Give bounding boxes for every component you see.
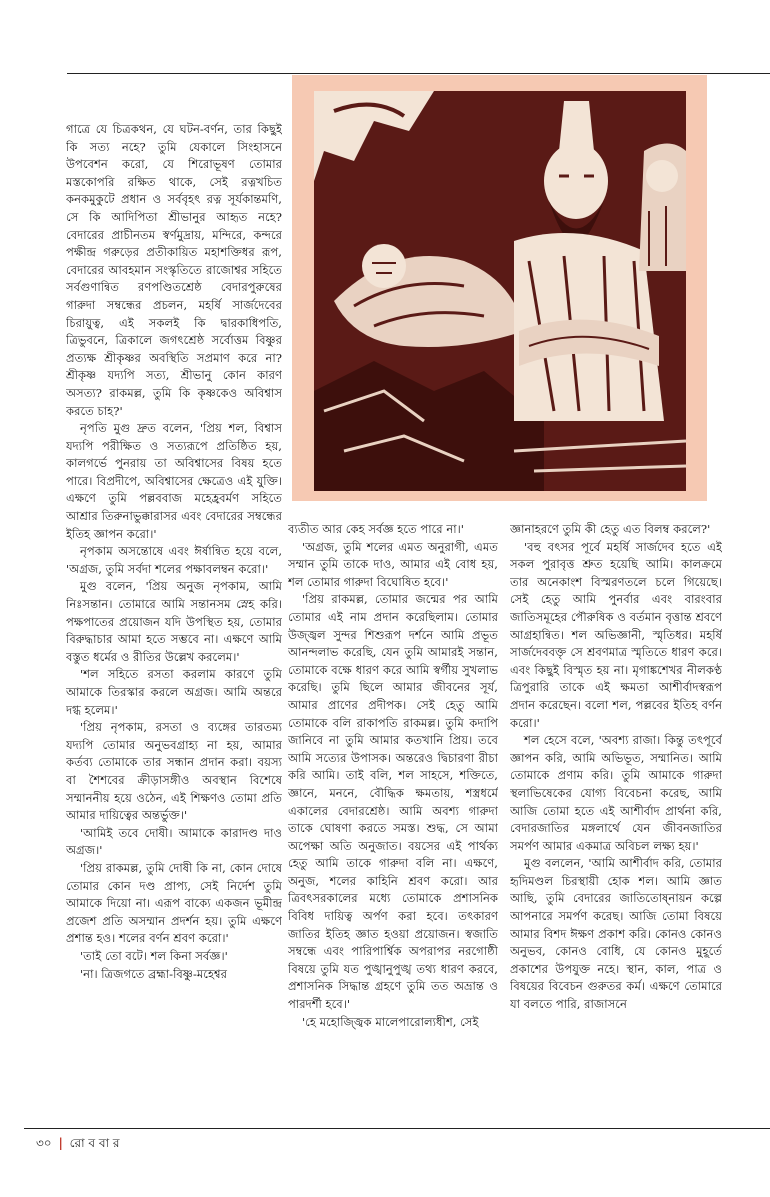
paragraph: জ্ঞানাহরণে তুমি কী হেতু এত বিলম্ব করলে?' (510, 522, 711, 536)
text-column-2 (288, 521, 498, 1117)
woodcut-illustration (292, 75, 707, 501)
magazine-name: রো ব বা র (69, 1136, 120, 1150)
paragraph: মুগু বললেন, 'আমি আশীর্বাদ করি, তোমার হৃদিমণ্ডল চিরস্থায়ী হোক শল। আমি জ্ঞাত আছি, তুমি বেদারের জাতিতোষ্নায়ন কল্পে আপনারে সমর্পণ করেছ। আজি তোমা বিষয়ে আমার বিশদ ঈক্ষণ প্রকাশ করি। কোনও কোনও অনুভব, কোনও বোধি, যে কোনও মুহূর্তে প্রকাশের উপযুক্ত নহে। স্থান, কাল, পাত্র ও বিষয়ের বিবেচন গুরুতর কর্ম। এক্ষণে তোমারে যা বলতে পারি, রাজাসনে (510, 856, 722, 1012)
paragraph: 'প্রিয় নৃপকাম, রসতা ও ব্যঙ্গের তারতম্য যদ্যপি তোমার অনুভবগ্রাহ্য না হয়, আমার কর্তব্য তোমাকে তার সন্ধান প্রদান করা। বয়স্য বা শৈশবের ক্রীড়াসঙ্গীও অবস্থান বিশেষে সম্মাননীয় হয়ে ওঠেন, এই শিক্ষণও তোমা প্রতি আমার দায়িত্বের অন্তর্ভুক্ত।' (66, 720, 282, 823)
text-column-3 (510, 521, 722, 1117)
page-footer (36, 1135, 120, 1155)
paragraph: গাত্রে যে চিত্রকথন, যে ঘটন-বর্ণন, তার কিছুই কি সত্য নহে? তুমি যেকালে সিংহাসনে উপবেশন করো, যে শিরোভূষণ তোমার মস্তকোপরি রক্ষিত থাকে, সেই রত্নখচিত কনকমুকুটে প্রধান ও সর্ববৃহৎ রত্ন সূর্যকান্তমণি, সে কি আদিপিতা শ্রীভানুর আহৃত নহে? বেদারের প্রাচীনতম স্বর্ণমুদ্রায়, মন্দিরে, কন্দরে পক্ষীন্দ্র গরুড়ের প্রতীকায়িত মহাশক্তিধর রূপ, বেদারের আবহমান সংস্কৃতিতে রাজোশ্বর সহিতে সর্বগুণান্বিত রণপণ্ডিতশ্রেষ্ঠ বেদারপুরুষের গারুদা সম্বন্ধের প্রচলন, মহর্ষি সার্জদেবের চিরায়ুত্ব, এই সকলই কি দ্বারকাধিপতি, ত্রিভুবনে, ত্রিকালে জগৎশ্রেষ্ঠ সর্বোত্তম বিষ্ণুর প্রত্যক্ষ শ্রীকৃষ্ণর অবস্থিতি সপ্রমাণ করে না? শ্রীকৃষ্ণ যদ্যপি সত্য, শ্রীভানু কোন কারণ অসত্য? রাকমল্ল, তুমি কি কৃষ্ণকেও অবিশ্বাস করতে চাহ?' (66, 122, 282, 418)
paragraph: শল হেসে বলে, 'অবশ্য রাজা। কিন্তু তৎপূর্বে জ্ঞাপন করি, আমি অভিভূত, সম্মানিত। আমি তোমাকে প্রণাম করি। তুমি আমাকে গারুদা স্থলাভিষেকের যোগ্য বিবেচনা করেছ, আমি আজি তোমা হতে এই আশীর্বাদ প্রার্থনা করি, বেদারজাতির মঙ্গলার্থে যেন জীবনজাতির সমর্পণ আমার একমাত্র অবিচল লক্ষ্য হয়।' (510, 733, 722, 853)
paragraph: 'প্রিয় রাকমল্ল, তোমার জন্মের পর আমি তোমার এই নাম প্রদান করেছিলাম। তোমার উজ্জ্বল সুন্দর শিশুরূপ দর্শনে আমি প্রভূত আনন্দলাভ করেছি, যেন তুমি আমারই সন্তান, তোমাকে বক্ষে ধারণ করে আমি স্বর্গীয় সুখলাভ করেছি। তুমি ছিলে আমার জীবনের সূর্য, আমার প্রাণের প্রদীপক। সেই হেতু আমি তোমাকে বলি রাকাপতি রাকমল্ল। তুমি কদাপি জানিবে না তুমি আমার কতখানি প্রিয়। তবে আমি সত্যের উপাসক। অন্তরেও দ্বিচারণা রীচা করি আমি। তাই বলি, শল সাহসে, শক্তিতে, জ্ঞানে, মননে, বৌদ্ধিক ক্ষমতায়, শস্ত্রধর্মে একালের বেদারশ্রেষ্ঠ। আমি অবশ্য গারুদা তাকে ঘোষণা করতে সমস্ত। শুদ্ধ, সে আমা অপেক্ষা অতি অনুজাত। বয়সের এই পার্থক্য হেতু আমি তাকে গারুদা বলি না। এক্ষণে, অনুজ, শলের কাহিনি শ্রবণ করো। আর ত্রিবৎসরকালের মধ্যে তোমাকে প্রশাসনিক বিবিধ দায়িত্ব অর্পণ করা হবে। তৎকারণ জাতির ইতিহ জ্ঞাত হওয়া প্রয়োজন। স্বজাতি সম্বন্ধে এবং পারিপার্শ্বিক অপরাপর নরগোষ্ঠী বিষয়ে তুমি যত পুঙ্খানুপুঙ্খ তথ্য ধারণ করবে, প্রশাসনিক সিদ্ধান্ত গ্রহণে তুমি তত অভ্রান্ত ও পারদর্শী হবে।' (288, 592, 498, 1012)
page-number: ৩০ (36, 1136, 52, 1150)
paragraph: 'আমিই তবে দোষী। আমাকে কারাদণ্ড দাও অগ্রজ।' (66, 825, 282, 858)
paragraph: 'শল সহিতে রসতা করলাম কারণে তুমি আমাকে তিরস্কার করলে অগ্রজ। আমি অন্তরে দগ্ধ হলেম।' (66, 667, 282, 717)
paragraph: 'হে মহোজ্জ্বিক মালেপারোল্যধীশ, সেই (302, 1014, 479, 1029)
top-rule (67, 73, 770, 74)
paragraph: 'বহু বৎসর পূর্বে মহর্ষি সার্জদেব হতে এই সকল পুরাবৃত্ত শ্রুত হয়েছি আমি। কালক্রমে তার অনেকাংশ বিস্মরণতলে চলে গিয়েছে। সেই হেতু আমি পুনর্বার এবং বারংবার জাতিসমূহের পৌরুষিক ও বর্তমান বৃত্তান্ত শ্রবণে আগ্রহান্বিত। শল অভিজ্ঞানী, স্মৃতিধর। মহর্ষি সার্জদেববক্তৃ সে শ্রবণমাত্র স্মৃতিতে ধারণ করে। এবং কিছুই বিস্মৃত হয় না। মৃগাঙ্কশেখর নীলকণ্ঠ ত্রিপুরারি তাকে এই ক্ষমতা আশীর্বাদস্বরূপ প্রদান করেছেন। বলো শল, পল্লবের ইতিহ বর্ণন করো।' (510, 539, 722, 730)
paragraph: নৃপতি মুগু দ্রুত বলেন, 'প্রিয় শল, বিশ্বাস যদ্যপি পরীক্ষিত ও সত্যরূপে প্রতিষ্ঠিত হয়, কালগর্ভে পুনরায় তা অবিশ্বাসের বিষয় হতে পারে। বিপ্রদীপে, অবিশ্বাসের ক্ষেত্রেও এই যুক্তি। এক্ষণে তুমি পল্লববাজ মহেহ্রবর্মণ সহিতে আশ্রার তিরুনাভুক্কারাসর এবং বেদারের সম্বন্ধের ইতিহ জ্ঞাপন করো।' (66, 421, 282, 541)
paragraph: 'তাই তো বটে। শল কিনা সর্বজ্ঞ।' (80, 948, 228, 963)
paragraph: মুগু বলেন, 'প্রিয় অনুজ নৃপকাম, আমি নিঃসন্তান। তোমারে আমি সন্তানসম স্নেহ করি। পক্ষপাতের প্রয়োজন যদি উপস্থিত হয়, তোমার বিরুদ্ধাচার আমা হতে সম্ভবে না। এক্ষণে আমি বস্তুত ধর্মের ও রীতির উল্লেখ করলেম।' (66, 579, 282, 664)
paragraph: 'না। ত্রিজগতে ব্রহ্মা-বিষ্ণু-মহেশ্বর (80, 966, 228, 981)
paragraph: 'অগ্রজ, তুমি শলের এমত অনুরাগী, এমত সম্মান তুমি তাকে দাও, আমার এই বোধ হয়, শল তোমার গারুদা বিঘোষিত হবে।' (288, 539, 498, 589)
text-column-1 (66, 121, 282, 1117)
illustration-art (314, 91, 686, 491)
paragraph: 'প্রিয় রাকমল্ল, তুমি দোষী কি না, কোন দোষে তোমার কোন দণ্ড প্রাপ্য, সেই নির্দেশ তুমি আমাকে দিয়ো না। এরূপ বাক্যে একজন ভূমীন্দ্র প্রজেশ প্রতি অসম্মান প্রদর্শন হয়। তুমি এক্ষণে প্রশান্ত হও। শলের বর্ণন শ্রবণ করো।' (66, 860, 282, 946)
footer-separator: | (58, 1136, 63, 1150)
paragraph: ব্যতীত আর কেহ সর্বজ্ঞ হতে পারে না।' (288, 522, 464, 536)
paragraph: নৃপকাম অসন্তোষে এবং ঈর্ষান্বিত হয়ে বলে, 'অগ্রজ, তুমি সর্বদা শলের পক্ষাবলম্বন করো।' (66, 544, 282, 576)
bottom-rule (24, 1128, 770, 1129)
